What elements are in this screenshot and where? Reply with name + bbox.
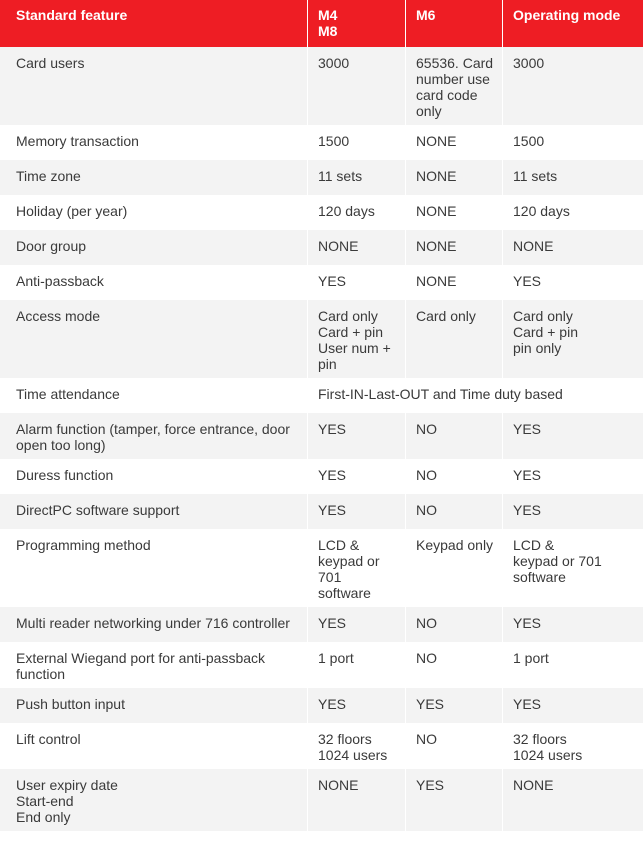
table-row <box>0 265 643 300</box>
feature-cell <box>0 529 307 607</box>
m6-value-cell <box>405 494 502 529</box>
table-row <box>0 300 643 378</box>
m6-value-cell <box>405 769 502 831</box>
header-standard-feature: Standard feature <box>0 0 307 47</box>
m6-value-cell <box>405 688 502 723</box>
m4-m8-value-cell-line: Card only <box>318 308 378 324</box>
m4-m8-value-cell-line: YES <box>318 273 347 289</box>
feature-cell <box>0 160 307 195</box>
operating-mode-value-cell-line: YES <box>513 273 542 289</box>
merged-value-cell: First-IN-Last-OUT and Time duty based <box>307 378 643 413</box>
header-m6: M6 <box>405 0 502 47</box>
table-row <box>0 769 643 831</box>
m6-value-cell-line: NO <box>416 650 437 666</box>
feature-cell-line: Door group <box>16 238 87 254</box>
operating-mode-value-cell <box>502 230 643 265</box>
feature-cell <box>0 769 307 831</box>
feature-cell <box>0 642 307 688</box>
m4-m8-value-cell <box>307 529 405 607</box>
header-m4-label: M4 <box>318 7 338 23</box>
m4-m8-value-cell-line: NONE <box>318 777 359 793</box>
feature-cell-line: Time attendance <box>16 386 120 402</box>
m4-m8-value-cell-line: 1 port <box>318 650 354 666</box>
m6-value-cell <box>405 642 502 688</box>
m6-value-cell <box>405 195 502 230</box>
table-row <box>0 195 643 230</box>
m4-m8-value-cell <box>307 47 405 125</box>
table-row <box>0 529 643 607</box>
feature-cell-line: External Wiegand port for anti-passback <box>16 650 266 666</box>
feature-cell-line: Duress function <box>16 467 114 483</box>
operating-mode-value-cell-line: YES <box>513 696 542 712</box>
m4-m8-value-cell <box>307 230 405 265</box>
operating-mode-value-cell-line: NONE <box>513 238 554 254</box>
m4-m8-value-cell-line: LCD & <box>318 537 360 553</box>
m4-m8-value-cell <box>307 413 405 459</box>
operating-mode-value-cell-line: pin only <box>513 340 562 356</box>
operating-mode-value-cell <box>502 160 643 195</box>
m4-m8-value-cell-line: 3000 <box>318 55 350 71</box>
m4-m8-value-cell-line: pin <box>318 356 337 372</box>
m4-m8-value-cell-line: 120 days <box>318 203 375 219</box>
feature-cell <box>0 723 307 769</box>
m6-value-cell <box>405 413 502 459</box>
m6-value-cell-line: NO <box>416 731 437 747</box>
m6-value-cell <box>405 459 502 494</box>
operating-mode-value-cell-line: 1 port <box>513 650 549 666</box>
m4-m8-value-cell <box>307 195 405 230</box>
operating-mode-value-cell-line: NONE <box>513 777 554 793</box>
m6-value-cell <box>405 230 502 265</box>
m6-value-cell-line: NO <box>416 467 437 483</box>
m6-value-cell-line: NONE <box>416 238 457 254</box>
m4-m8-value-cell-line: Card + pin <box>318 324 383 340</box>
table-row <box>0 494 643 529</box>
operating-mode-value-cell <box>502 413 643 459</box>
m6-value-cell-line: NONE <box>416 133 457 149</box>
operating-mode-value-cell-line: YES <box>513 615 542 631</box>
operating-mode-value-cell <box>502 723 643 769</box>
feature-cell-line: Start-end <box>16 793 74 809</box>
feature-cell <box>0 230 307 265</box>
operating-mode-value-cell <box>502 769 643 831</box>
feature-cell-line: Card users <box>16 55 85 71</box>
operating-mode-value-cell-line: Card + pin <box>513 324 578 340</box>
m4-m8-value-cell <box>307 459 405 494</box>
operating-mode-value-cell-line: 1500 <box>513 133 545 149</box>
m4-m8-value-cell <box>307 160 405 195</box>
m4-m8-value-cell-line: NONE <box>318 238 359 254</box>
feature-cell-line: User expiry date <box>16 777 118 793</box>
m6-value-cell-line: Keypad only <box>416 537 494 553</box>
header-operating-mode: Operating mode <box>502 0 643 47</box>
operating-mode-value-cell-line: YES <box>513 467 542 483</box>
m4-m8-value-cell <box>307 769 405 831</box>
operating-mode-value-cell <box>502 642 643 688</box>
operating-mode-value-cell <box>502 125 643 160</box>
m4-m8-value-cell <box>307 300 405 378</box>
table-row <box>0 378 643 413</box>
feature-cell-line: function <box>16 666 66 682</box>
table-row <box>0 413 643 459</box>
m6-value-cell <box>405 125 502 160</box>
operating-mode-value-cell <box>502 529 643 607</box>
m6-value-cell <box>405 723 502 769</box>
feature-cell <box>0 459 307 494</box>
m6-value-cell <box>405 47 502 125</box>
m6-value-cell-line: YES <box>416 696 445 712</box>
header-m4-m8 <box>307 0 405 47</box>
feature-cell <box>0 47 307 125</box>
m6-value-cell-line: NONE <box>416 168 457 184</box>
feature-cell-line: Multi reader networking under 716 controller <box>16 615 290 631</box>
feature-cell-line: Anti-passback <box>16 273 104 289</box>
table-header-row <box>0 0 643 47</box>
table-row <box>0 230 643 265</box>
feature-cell-line: Time zone <box>16 168 81 184</box>
table-row <box>0 607 643 642</box>
feature-cell-line: Access mode <box>16 308 101 324</box>
feature-cell <box>0 413 307 459</box>
table-row <box>0 459 643 494</box>
operating-mode-value-cell-line: 32 floors <box>513 731 567 747</box>
m4-m8-value-cell-line: software <box>318 585 371 601</box>
m4-m8-value-cell-line: 11 sets <box>318 168 363 184</box>
m4-m8-value-cell <box>307 723 405 769</box>
m6-value-cell-line: Card only <box>416 308 476 324</box>
m6-value-cell <box>405 300 502 378</box>
operating-mode-value-cell-line: keypad or 701 <box>513 553 602 569</box>
operating-mode-value-cell-line: 120 days <box>513 203 570 219</box>
operating-mode-value-cell-line: software <box>513 569 566 585</box>
m6-value-cell-line: NONE <box>416 203 457 219</box>
operating-mode-value-cell <box>502 688 643 723</box>
table-row <box>0 642 643 688</box>
operating-mode-value-cell <box>502 607 643 642</box>
m6-value-cell-line: only <box>416 103 442 119</box>
m4-m8-value-cell <box>307 494 405 529</box>
feature-cell <box>0 195 307 230</box>
m4-m8-value-cell-line: YES <box>318 502 347 518</box>
table-row <box>0 723 643 769</box>
feature-cell-line: Push button input <box>16 696 125 712</box>
operating-mode-value-cell <box>502 494 643 529</box>
feature-cell-line: open too long) <box>16 437 106 453</box>
m6-value-cell <box>405 607 502 642</box>
m4-m8-value-cell <box>307 265 405 300</box>
operating-mode-value-cell-line: YES <box>513 502 542 518</box>
m6-value-cell-line: card code <box>416 87 478 103</box>
m6-value-cell-line: NO <box>416 615 437 631</box>
m6-value-cell-line: NONE <box>416 273 457 289</box>
feature-cell <box>0 300 307 378</box>
operating-mode-value-cell <box>502 265 643 300</box>
m4-m8-value-cell-line: YES <box>318 696 347 712</box>
feature-cell-line: End only <box>16 809 71 825</box>
feature-cell-line: Memory transaction <box>16 133 139 149</box>
feature-cell <box>0 607 307 642</box>
operating-mode-value-cell <box>502 459 643 494</box>
operating-mode-value-cell-line: YES <box>513 421 542 437</box>
operating-mode-value-cell-line: 11 sets <box>513 168 558 184</box>
m4-m8-value-cell-line: YES <box>318 467 347 483</box>
operating-mode-value-cell-line: 3000 <box>513 55 545 71</box>
feature-cell <box>0 378 307 413</box>
m4-m8-value-cell-line: YES <box>318 615 347 631</box>
m4-m8-value-cell <box>307 642 405 688</box>
feature-cell-line: Alarm function (tamper, force entrance, door <box>16 421 290 437</box>
operating-mode-value-cell <box>502 300 643 378</box>
feature-cell <box>0 494 307 529</box>
operating-mode-value-cell <box>502 47 643 125</box>
header-m8-label: M8 <box>318 23 338 39</box>
m6-value-cell-line: NO <box>416 502 437 518</box>
m6-value-cell-line: YES <box>416 777 445 793</box>
m6-value-cell <box>405 265 502 300</box>
m4-m8-value-cell-line: 32 floors <box>318 731 372 747</box>
operating-mode-value-cell-line: LCD & <box>513 537 555 553</box>
m4-m8-value-cell-line: keypad or 701 <box>318 553 380 585</box>
operating-mode-value-cell-line: 1024 users <box>513 747 583 763</box>
m4-m8-value-cell-line: YES <box>318 421 347 437</box>
feature-cell-line: Holiday (per year) <box>16 203 128 219</box>
m6-value-cell-line: NO <box>416 421 437 437</box>
feature-cell-line: DirectPC software support <box>16 502 180 518</box>
operating-mode-value-cell <box>502 195 643 230</box>
m4-m8-value-cell <box>307 607 405 642</box>
m4-m8-value-cell-line: 1500 <box>318 133 350 149</box>
operating-mode-value-cell-line: Card only <box>513 308 573 324</box>
table-row <box>0 125 643 160</box>
m6-value-cell <box>405 160 502 195</box>
m6-value-cell-line: number use <box>416 71 490 87</box>
table-row <box>0 160 643 195</box>
feature-cell <box>0 688 307 723</box>
table-row <box>0 688 643 723</box>
m4-m8-value-cell-line: User num + <box>318 340 391 356</box>
feature-cell-line: Programming method <box>16 537 151 553</box>
feature-cell-line: Lift control <box>16 731 81 747</box>
feature-cell <box>0 265 307 300</box>
m6-value-cell <box>405 529 502 607</box>
m4-m8-value-cell <box>307 688 405 723</box>
feature-cell <box>0 125 307 160</box>
m4-m8-value-cell <box>307 125 405 160</box>
table-row <box>0 47 643 125</box>
m6-value-cell-line: 65536. Card <box>416 55 494 71</box>
m4-m8-value-cell-line: 1024 users <box>318 747 388 763</box>
